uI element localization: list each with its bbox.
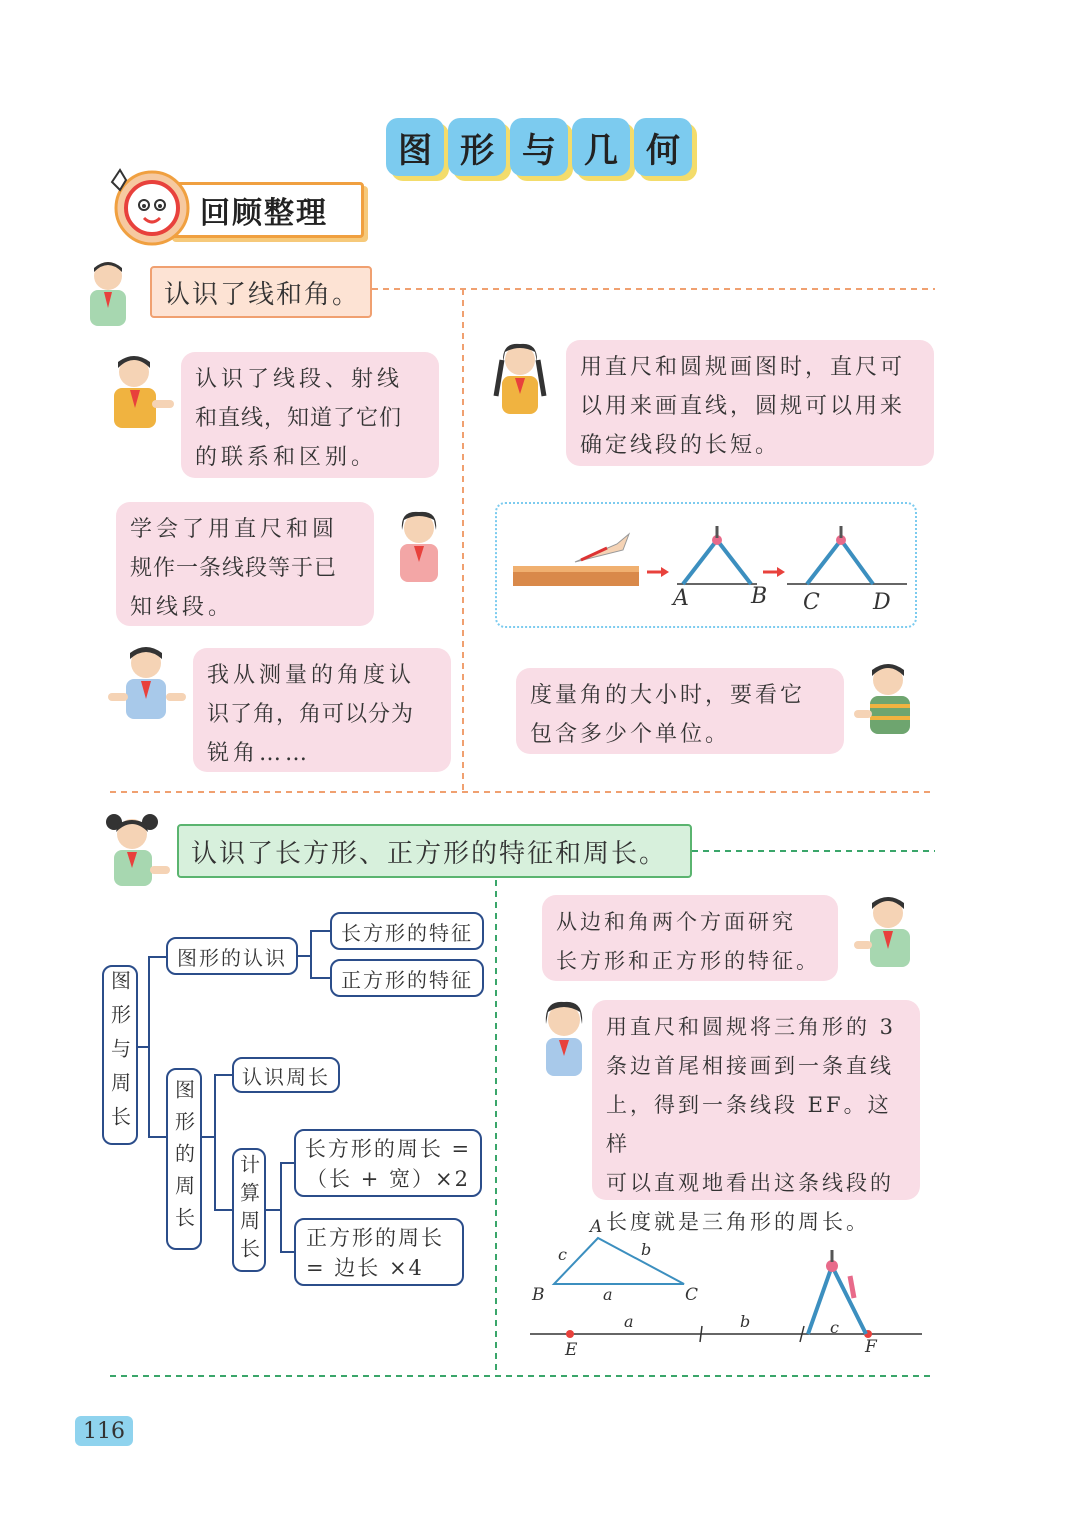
mindmap-connector: [310, 930, 330, 932]
mindmap-formula-rectangle: [294, 1129, 482, 1197]
mindmap-connector: [280, 1251, 294, 1253]
mindmap-connector: [214, 1074, 232, 1076]
speech-bubble-perimeter-method: [592, 1000, 920, 1234]
triangle-side-a: a: [603, 1285, 613, 1304]
mindmap-connector: [310, 977, 330, 979]
section2-heading: 认识了长方形、正方形的特征和周长。: [177, 824, 692, 878]
point-label-f: F: [865, 1337, 877, 1357]
mindmap-connector: [214, 1074, 216, 1210]
section1-heading: 认识了线和角。: [150, 266, 372, 318]
point-label-e: E: [565, 1340, 578, 1360]
bubble-line: 以用来画直线，圆规可以用来: [580, 394, 906, 419]
mindmap-connector: [148, 956, 150, 1136]
triangle-side-c: c: [558, 1245, 567, 1264]
triangle-side-b: b: [641, 1240, 652, 1259]
triangle-vertex-c: C: [685, 1285, 699, 1305]
ruler-compass-illustration: [497, 504, 915, 626]
bubble-line: 锐角……: [207, 741, 312, 766]
bubble-line: 规作一条线段等于已: [130, 556, 338, 581]
bubble-line: 长方形和正方形的特征。: [556, 949, 820, 973]
triangle-vertex-b: B: [532, 1285, 545, 1305]
mindmap-node-know-perimeter: 认识周长: [232, 1057, 340, 1093]
mindmap-connector: [138, 1046, 148, 1048]
speech-bubble-measure: [516, 668, 844, 754]
point-label-d: D: [873, 590, 891, 615]
bubble-line: 我从测量的角度认: [207, 663, 416, 688]
mindmap-root: 图形与周长: [102, 965, 138, 1145]
speech-bubble-angles: [193, 648, 451, 772]
formula-line: 正方形的周长: [306, 1226, 444, 1250]
mindmap-node-perimeter: 图形的周长: [166, 1068, 202, 1250]
speech-bubble-construct: [116, 502, 374, 626]
title-char-2: 形: [448, 118, 506, 176]
mindmap-connector: [310, 930, 312, 978]
mindmap-formula-square: [294, 1218, 464, 1286]
boy-gesturing-icon: [106, 645, 188, 721]
title-char-5: 何: [634, 118, 692, 176]
mindmap-node-calc-perimeter: 计算周长: [232, 1148, 266, 1272]
bubble-line: 的联系和区别。: [195, 445, 378, 470]
mindmap-connector: [266, 1209, 280, 1211]
point-label-a: A: [673, 586, 689, 611]
bubble-line: 上，得到一条线段 EF。这样: [606, 1093, 892, 1156]
boy-red-scarf-icon: [852, 893, 918, 969]
speech-bubble-lines: [181, 352, 439, 478]
segment-label-b: b: [740, 1312, 751, 1331]
page-number: 116: [75, 1416, 133, 1446]
mindmap-node-recognition: 图形的认识: [166, 937, 298, 975]
mindmap-node-square-features: 正方形的特征: [330, 959, 484, 997]
triangle-vertex-a: A: [590, 1217, 603, 1237]
bubble-line: 包含多少个单位。: [530, 722, 731, 747]
bubble-line: 识了角，角可以分为: [207, 702, 415, 727]
girl-braids-icon: [490, 340, 552, 416]
formula-line: 长方形的周长 =: [304, 1137, 472, 1161]
title-char-1: 图: [386, 118, 444, 176]
mindmap-connector: [298, 955, 310, 957]
compass-diagram: [495, 502, 917, 628]
girl-blue-icon: [534, 998, 596, 1078]
boy-pointing-icon: [98, 352, 176, 432]
mindmap-connector: [280, 1162, 282, 1252]
bubble-line: 从边和角两个方面研究: [556, 910, 796, 934]
title-char-3: 与: [510, 118, 568, 176]
point-label-c: C: [803, 590, 820, 615]
bubble-line: 知线段。: [130, 595, 235, 620]
girl-buns-icon: [100, 812, 172, 888]
speech-bubble-study-features: [542, 895, 838, 981]
boy-avatar-icon: [76, 258, 140, 330]
bubble-line: 学会了用直尺和圆: [130, 517, 339, 542]
bubble-line: 确定线段的长短。: [580, 433, 781, 458]
formula-line: = 边长 ×4: [306, 1256, 424, 1280]
formula-line: （长 + 宽）×2: [306, 1167, 470, 1191]
mindmap-connector: [280, 1162, 294, 1164]
segment-label-c: c: [830, 1318, 839, 1337]
title-char-4: 几: [572, 118, 630, 176]
mindmap-connector: [202, 1136, 214, 1138]
mindmap-connector: [148, 1136, 166, 1138]
bubble-line: 用直尺和圆规画图时，直尺可: [580, 355, 906, 380]
mindmap-node-rect-features: 长方形的特征: [330, 912, 484, 950]
boy-striped-icon: [852, 660, 918, 736]
speech-bubble-ruler-compass: [566, 340, 934, 466]
mindmap-connector: [148, 956, 166, 958]
review-title: 回顾整理: [200, 196, 328, 231]
bubble-line: 用直尺和圆规将三角形的 3: [606, 1015, 897, 1039]
bubble-line: 长度就是三角形的周长。: [606, 1210, 870, 1234]
bubble-line: 认识了线段、射线: [195, 367, 404, 392]
girl-avatar-icon: [390, 508, 448, 584]
mindmap-connector: [214, 1209, 232, 1211]
bubble-line: 度量角的大小时，要看它: [530, 683, 806, 708]
bubble-line: 条边首尾相接画到一条直线: [606, 1054, 894, 1078]
point-label-b: B: [751, 584, 768, 609]
bubble-line: 和直线，知道了它们: [195, 406, 403, 431]
segment-label-a: a: [624, 1312, 634, 1331]
bubble-line: 可以直观地看出这条线段的: [606, 1171, 894, 1195]
